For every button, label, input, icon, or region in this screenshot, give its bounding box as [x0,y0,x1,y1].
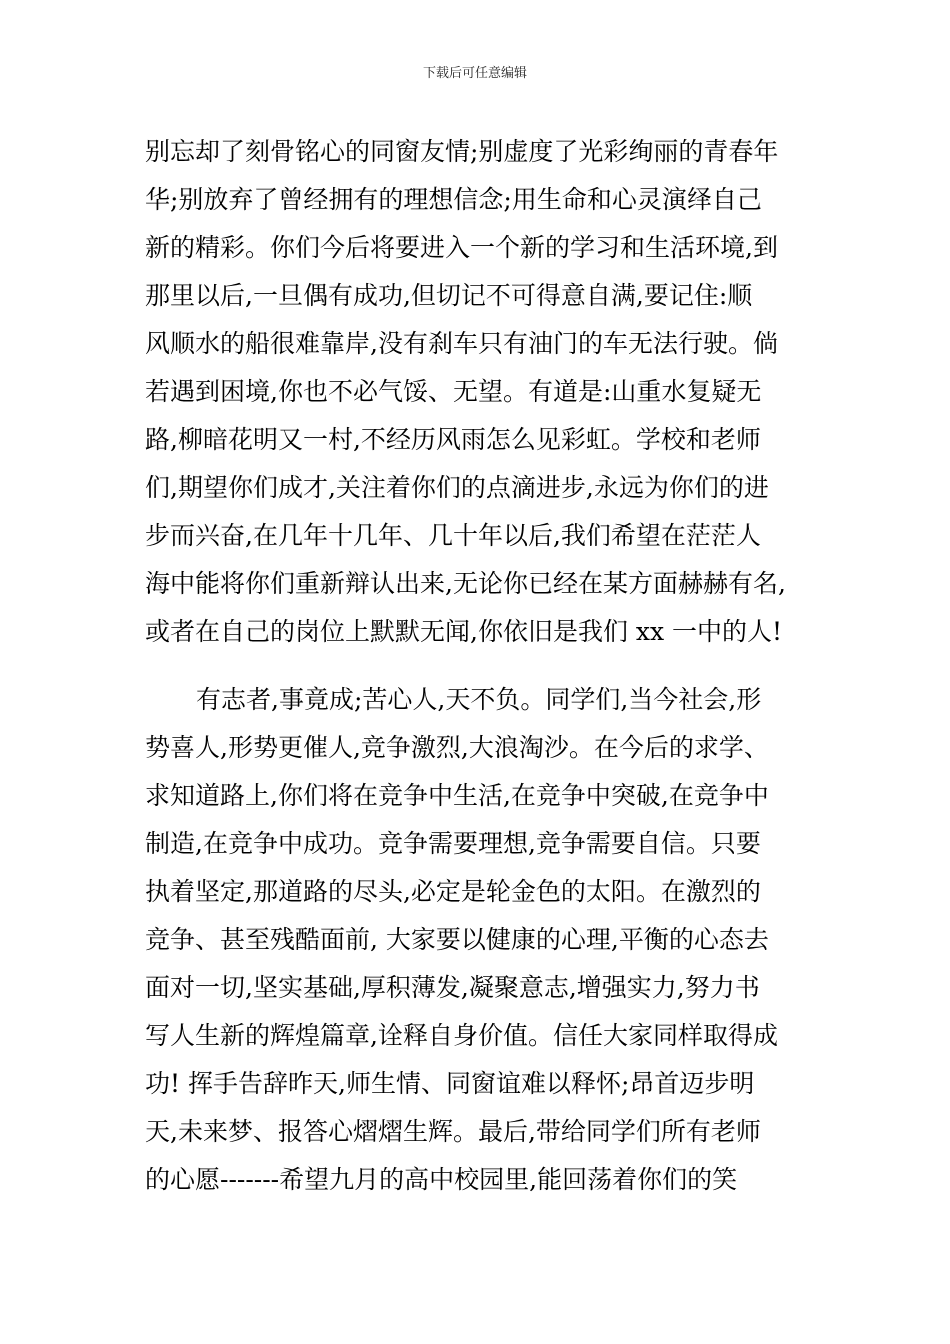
text-line: 功! 挥手告辞昨天,师生情、同窗谊难以释怀;昂首迈步明 [145,1069,755,1098]
text-line: 新的精彩。你们今后将要进入一个新的学习和生活环境,到 [145,233,778,262]
text-line: 那里以后,一旦偶有成功,但切记不可得意自满,要记住:顺 [145,281,753,310]
text-line: 若遇到困境,你也不必气馁、无望。有道是:山重水复疑无 [145,377,762,406]
text-line: 竞争、甚至残酷面前, 大家要以健康的心理,平衡的心态去 [145,925,769,954]
text-line: 制造,在竞争中成功。竞争需要理想,竞争需要自信。只要 [145,829,761,858]
text-line: 别忘却了刻骨铭心的同窗友情;别虚度了光彩绚丽的青春年 [145,137,779,166]
text-line: 步而兴奋,在几年十几年、几十年以后,我们希望在茫茫人 [145,521,761,550]
text-line: 海中能将你们重新辩认出来,无论你已经在某方面赫赫有名, [145,569,786,598]
text-line: 风顺水的船很难靠岸,没有刹车只有油门的车无法行驶。倘 [145,329,778,358]
text-line: 华;别放弃了曾经拥有的理想信念;用生命和心灵演绎自己 [145,185,762,214]
text-line: 路,柳暗花明又一村,不经历风雨怎么见彩虹。学校和老师 [145,425,761,454]
paragraph-first-line: 有志者,事竟成;苦心人,天不负。同学们,当今社会,形 [196,685,762,714]
text-line: 天,未来梦、报答心熠熠生辉。最后,带给同学们所有老师 [145,1117,761,1146]
text-line: 写人生新的辉煌篇章,诠释自身价值。信任大家同样取得成 [145,1021,778,1050]
text-line: 求知道路上,你们将在竞争中生活,在竞争中突破,在竞争中 [145,781,769,810]
text-line: 的心愿-------希望九月的高中校园里,能回荡着你们的笑 [145,1165,738,1194]
text-line: 执着坚定,那道路的尽头,必定是轮金色的太阳。在激烈的 [145,877,761,906]
page-header: 下载后可任意编辑 [422,66,527,81]
text-line: 势喜人,形势更催人,竞争激烈,大浪淘沙。在今后的求学、 [145,733,769,762]
text-line: 或者在自己的岗位上默默无闻,你依旧是我们 xx 一中的人! [145,617,783,646]
text-line: 面对一切,坚实基础,厚积薄发,凝聚意志,增强实力,努力书 [145,973,760,1002]
text-line: 们,期望你们成才,关注着你们的点滴进步,永远为你们的进 [145,473,769,502]
